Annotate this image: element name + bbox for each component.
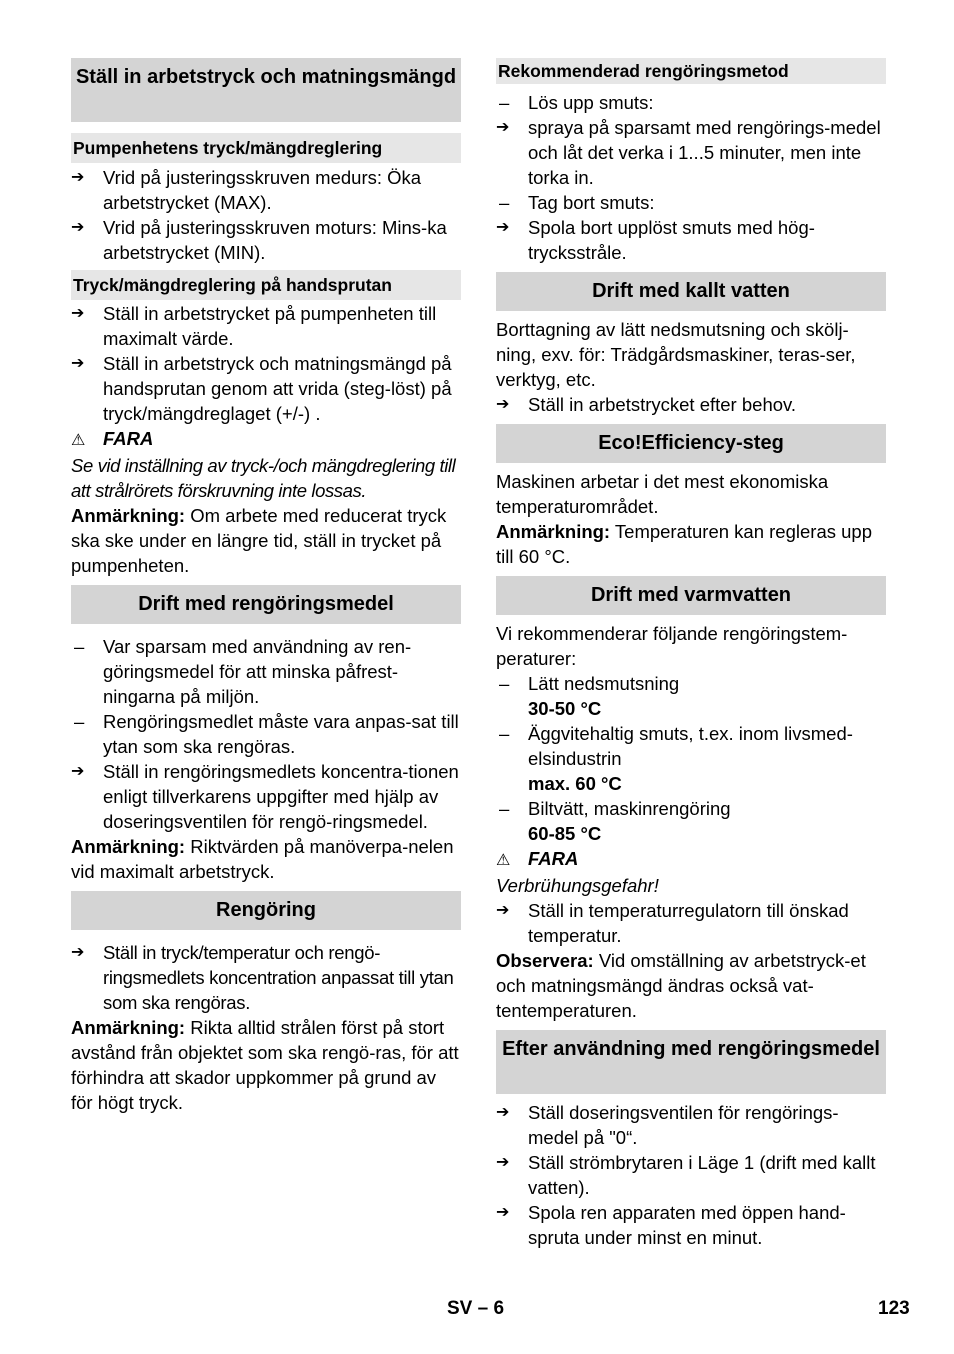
danger-text: Verbrühungsgefahr! [496,875,659,896]
footer-section-label: SV – 6 [447,1298,505,1319]
note: Observera: Vid omställning av arbetstryck-et och matningsmängd ändras också vat-tentemperaturen. [496,950,866,1021]
section-heading: Efter användning med rengöringsmedel [496,1030,886,1094]
arrow-right-icon: ➔ [496,219,510,236]
section-heading: Drift med varmvatten [496,576,886,615]
section-heading: Eco!Efficiency-steg [496,424,886,463]
list-item: – Lös upp smuts: [499,92,654,113]
list-item: ➔ Ställ in arbetstrycket efter behov. [496,394,797,415]
arrow-right-icon: ➔ [496,396,510,413]
list-item: – Äggvitehaltig smuts, t.ex. inom livsmed-elsindustrin [499,723,853,769]
arrow-right-icon: ➔ [71,763,85,780]
subsection-heading: Pumpenhetens tryck/mängdreglering [71,133,461,163]
arrow-right-icon: ➔ [496,1104,510,1121]
arrow-right-icon: ➔ [71,169,85,186]
list-item: – Biltvätt, maskinrengöring [499,798,731,819]
list-item: ➔ Ställ in tryck/temperatur och rengö-ringsmedlets koncentration anpassat till ytan som ska rengöras. [71,942,454,1013]
right-column [496,58,886,1250]
danger-label: ⚠ FARA [496,846,886,873]
temperature-value: 60-85 °C [528,823,602,844]
list-item: ➔ Vrid på justeringsskruven medurs: Öka arbetstrycket (MAX). [71,167,422,213]
arrow-right-icon: ➔ [496,1204,510,1221]
danger-label: ⚠ FARA [71,426,461,453]
temperature-value: 30-50 °C [528,698,602,719]
section-heading: Ställ in arbetstryck och matningsmängd [71,58,461,122]
list-item: ➔ Ställ doseringsventilen för rengörings-medel på "0“. [496,1102,839,1148]
list-item: – Rengöringsmedlet måste vara anpas-sat till ytan som ska rengöras. [74,711,459,757]
temperature-value: max. 60 °C [528,773,622,794]
note: Anmärkning: Rikta alltid strålen först på stort avstånd från objektet som ska rengö-ras, för att förhindra att skador uppkommer på grund av för högt tryck. [71,1017,459,1113]
note: Anmärkning: Riktvärden på manöverpa-nelen vid maximalt arbetstryck. [71,836,454,882]
subsection-heading: Rekommenderad rengöringsmetod [496,58,886,84]
section-heading: Drift med kallt vatten [496,272,886,311]
danger-text: Se vid inställning av tryck-/och mängdreglering till att strålrörets förskruvning inte lossas. [71,455,456,501]
warning-triangle-icon: ⚠ [496,852,511,869]
list-item: ➔ Ställ in temperaturregulatorn till önskad temperatur. [496,900,849,946]
list-item: ➔ Ställ in rengöringsmedlets koncentra-tionen enligt tillverkarens uppgifter med hjälp av doseringsventilen för rengö-ringsmedel. [71,761,459,832]
list-item: – Lätt nedsmutsning [499,673,680,694]
arrow-right-icon: ➔ [496,902,510,919]
list-item: ➔ Ställ strömbrytaren i Läge 1 (drift med kallt vatten). [496,1152,876,1198]
section-heading: Rengöring [71,891,461,930]
list-item: – Tag bort smuts: [499,192,655,213]
list-item: ➔ Vrid på justeringsskruven moturs: Mins-ka arbetstrycket (MIN). [71,217,447,263]
page-number: 123 [878,1298,910,1319]
arrow-right-icon: ➔ [71,355,85,372]
list-item: ➔ Spola ren apparaten med öppen hand-spruta under minst en minut. [496,1202,846,1248]
paragraph: Maskinen arbetar i det mest ekonomiska temperaturområdet. [496,471,829,517]
subsection-heading: Tryck/mängdreglering på handsprutan [71,270,461,300]
arrow-right-icon: ➔ [71,219,85,236]
list-item: ➔ Ställ in arbetstrycket på pumpenheten till maximalt värde. [71,303,437,349]
arrow-right-icon: ➔ [71,944,85,961]
note: Anmärkning: Om arbete med reducerat tryck ska ske under en längre tid, ställ in trycket på pumpenheten. [71,505,447,576]
arrow-right-icon: ➔ [496,1154,510,1171]
list-item: ➔ Spola bort upplöst smuts med hög-trycksstråle. [496,217,815,263]
note: Anmärkning: Temperaturen kan regleras upp till 60 °C. [496,521,872,567]
section-heading: Drift med rengöringsmedel [71,585,461,624]
paragraph: Vi rekommenderar följande rengöringstem-peraturer: [496,623,848,669]
list-item: ➔ spraya på sparsamt med rengörings-medel och låt det verka i 1...5 minuter, men inte torka in. [496,117,881,188]
warning-triangle-icon: ⚠ [71,432,86,449]
arrow-right-icon: ➔ [71,305,85,322]
arrow-right-icon: ➔ [496,119,510,136]
left-column [71,58,461,1115]
list-item: ➔ Ställ in arbetstryck och matningsmängd på handsprutan genom att vrida (steg-löst) på tryck/mängdreglaget (+/-) . [71,353,452,424]
paragraph: Borttagning av lätt nedsmutsning och skölj-ning, exv. för: Trädgårdsmaskiner, teras-ser, verktyg, etc. [496,319,856,390]
list-item: – Var sparsam med användning av ren-göringsmedel för att minska påfrest-ningarna på miljön. [74,636,412,707]
